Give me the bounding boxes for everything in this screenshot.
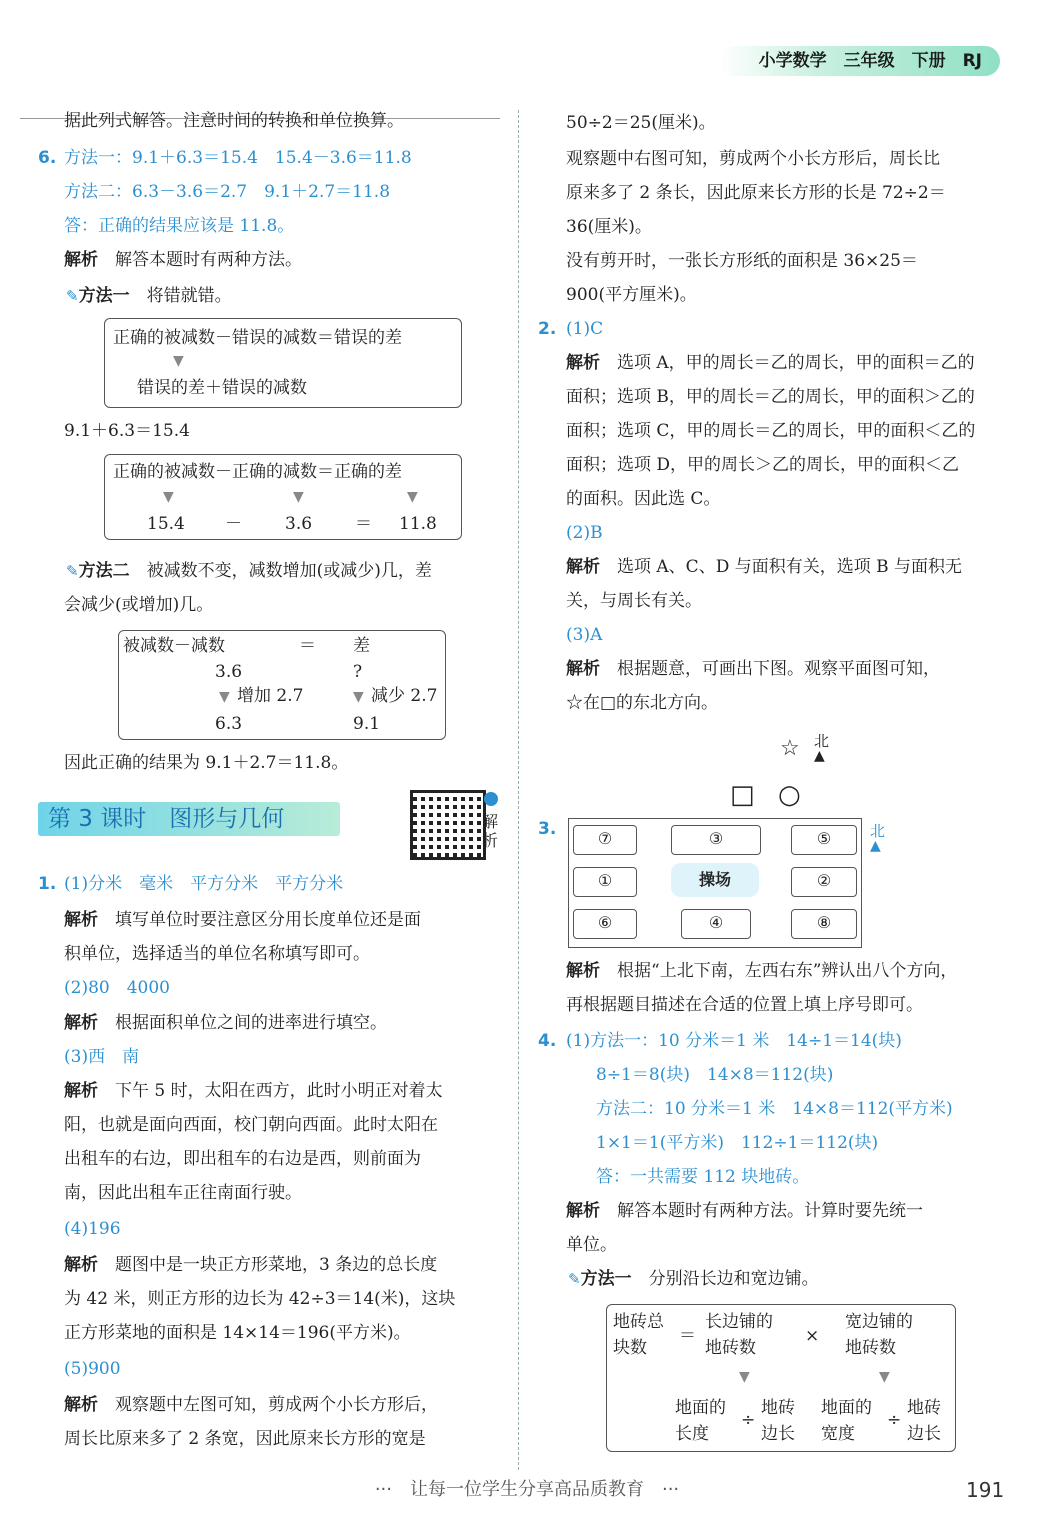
grid-cell: ③ — [671, 825, 761, 855]
formula-box-3-value-2: ? — [353, 662, 363, 682]
q2-part-3-analysis-b: ☆在□的东北方向。 — [566, 693, 719, 713]
formula-box-2-op-2: ＝ — [355, 514, 372, 534]
formula-box-4-x: × — [805, 1326, 820, 1346]
q1-part-2-analysis — [64, 1012, 387, 1034]
q6-method-2: 方法二：6.3－3.6＝2.7 9.1＋2.7＝11.8 — [64, 182, 391, 202]
down-arrow-icon: ▼ — [879, 1369, 890, 1385]
question-4-number: 4. — [538, 1031, 557, 1051]
right-line-4: 没有剪开时，一张长方形纸的面积是 36×25＝ — [566, 251, 918, 271]
q3-analysis-b: 再根据题目描述在合适的位置上填上序号即可。 — [566, 995, 923, 1015]
q1-part-2: (2)80 4000 — [64, 978, 170, 998]
q2-part-1: (1)C — [566, 319, 604, 339]
grid-cell: ① — [573, 867, 637, 897]
q4-answer-3: 方法二：10 分米＝1 米 14×8＝112(平方米) — [596, 1099, 953, 1119]
analysis-text: 根据题意，可画出下图。观察平面图可知， — [617, 659, 940, 679]
q4-approach-1 — [568, 1268, 819, 1290]
formula-box-4-g1: 地面的 — [821, 1398, 872, 1418]
question-3-number: 3. — [538, 819, 557, 839]
formula-box-4-t2: 块数 — [613, 1338, 647, 1358]
left-line-0: 据此列式解答。注意时间的转换和单位换算。 — [64, 111, 404, 131]
q6-conclusion: 因此正确的结果为 9.1＋2.7＝11.8。 — [64, 753, 349, 773]
q2-part-3-analysis — [566, 658, 940, 680]
formula-box-3-value-1: 3.6 — [215, 662, 243, 682]
formula-box-1 — [104, 318, 462, 408]
q1-part-4-analysis — [64, 1254, 437, 1276]
analysis-label: 解析 — [64, 1013, 98, 1033]
q2-part-1-analysis-d: 面积；选项 D，甲的周长＞乙的周长，甲的面积＜乙 — [566, 455, 960, 475]
formula-box-4-h2: 边长 — [907, 1424, 941, 1444]
q4-answer-4: 1×1＝1(平方米) 112÷1＝112(块) — [596, 1133, 879, 1153]
circle-icon: ○ — [778, 780, 801, 810]
q1-part-3-analysis — [64, 1080, 443, 1102]
q6-approach-2-cont: 会减少(或增加)几。 — [64, 595, 214, 615]
q6-approach-2 — [66, 560, 432, 582]
q6-method-1: 方法一：9.1＋6.3＝15.4 15.4－3.6＝11.8 — [64, 148, 412, 168]
analysis-text: 填写单位时要注意区分用长度单位还是面 — [115, 910, 421, 930]
formula-box-2-value-a: 15.4 — [147, 514, 185, 534]
analysis-text: 观察题中左图可知，剪成两个小长方形后， — [115, 1395, 438, 1415]
grid-cell: ⑥ — [573, 909, 637, 939]
approach-text: 被减数不变，减数增加(或减少)几，差 — [146, 561, 432, 581]
q1-part-5: (5)900 — [64, 1359, 121, 1379]
analysis-text: 解答本题时有两种方法。计算时要先统一 — [617, 1201, 923, 1221]
q1-part-1-analysis — [64, 909, 421, 931]
analysis-label: 解析 — [566, 353, 600, 373]
q1-part-4-analysis-b: 为 42 米，则正方形的边长为 42÷3＝14(米)，这块 — [64, 1289, 456, 1309]
play-icon — [484, 792, 498, 806]
q1-part-1-analysis-cont: 积单位，选择适当的单位名称填写即可。 — [64, 944, 370, 964]
grid-cell-playground: 操场 — [671, 863, 759, 897]
q1-part-3: (3)西 南 — [64, 1047, 140, 1067]
q6-analysis — [64, 249, 302, 271]
q1-part-5-analysis — [64, 1394, 438, 1416]
q6-answer: 答：正确的结果应该是 11.8。 — [64, 216, 295, 236]
formula-box-2-op-1: － — [225, 514, 242, 534]
formula-box-3-arrow-2-label: 减少 2.7 — [371, 686, 438, 706]
analysis-label: 解析 — [566, 557, 600, 577]
q4-analysis — [566, 1200, 923, 1222]
formula-box-4-e2: 长度 — [675, 1424, 709, 1444]
q2-part-2-analysis — [566, 556, 962, 578]
analysis-text: 选项 A，甲的周长＝乙的周长，甲的面积＝乙的 — [617, 353, 975, 373]
analysis-text: 题图中是一块正方形菜地，3 条边的总长度 — [115, 1255, 438, 1275]
down-arrow-icon: ▼ — [407, 489, 418, 505]
footer-slogan: ··· 让每一位学生分享高品质教育 ··· — [374, 1479, 680, 1500]
formula-box-1-bottom: 错误的差＋错误的减数 — [137, 378, 307, 398]
formula-box-4-eq: ＝ — [679, 1326, 696, 1346]
q2-part-2-analysis-b: 关，与周长有关。 — [566, 591, 702, 611]
down-arrow-icon: ▼ — [353, 689, 364, 705]
formula-box-4-div2: ÷ — [887, 1410, 902, 1430]
analysis-label: 解析 — [64, 1255, 98, 1275]
formula-box-4-c1: 长边铺的 — [705, 1312, 773, 1332]
formula-box-3-arrow-1-label: 增加 2.7 — [237, 686, 304, 706]
approach-label: 方法二 — [78, 561, 130, 581]
grid-cell: ⑧ — [791, 909, 857, 939]
right-line-2: 原来多了 2 条长，因此原来长方形的长是 72÷2＝ — [566, 183, 946, 203]
formula-box-3-head-2: ＝ — [299, 636, 316, 656]
north-arrow-icon: ▲ — [814, 748, 825, 764]
analysis-label: 解析 — [566, 1201, 600, 1221]
analysis-label: 解析 — [64, 250, 98, 270]
star-icon: ☆ — [780, 736, 800, 761]
formula-box-4 — [606, 1304, 956, 1452]
book-header-tag: 小学数学 三年级 下册 RJ — [719, 46, 1000, 76]
right-line-3: 36(厘米)。 — [566, 217, 652, 237]
formula-box-4-e1: 地面的 — [675, 1398, 726, 1418]
formula-box-4-d2: 地砖数 — [845, 1338, 896, 1358]
formula-box-4-h1: 地砖 — [907, 1398, 941, 1418]
formula-box-4-f1: 地砖 — [761, 1398, 795, 1418]
q4-analysis-b: 单位。 — [566, 1235, 617, 1255]
formula-box-3 — [118, 630, 446, 740]
formula-box-2-value-c: 11.8 — [399, 514, 437, 534]
approach-text: 将错就错。 — [146, 286, 232, 306]
down-arrow-icon: ▼ — [219, 689, 230, 705]
analysis-label: 解析 — [566, 961, 600, 981]
north-arrow-icon: ▲ — [870, 838, 881, 854]
square-icon: □ — [730, 780, 755, 810]
down-arrow-icon: ▼ — [739, 1369, 750, 1385]
down-arrow-icon: ▼ — [293, 489, 304, 505]
q1-part-4: (4)196 — [64, 1219, 121, 1239]
analysis-label: 解析 — [64, 910, 98, 930]
playground-grid — [568, 818, 862, 948]
formula-box-4-div1: ÷ — [741, 1410, 756, 1430]
analysis-label: 解析 — [566, 659, 600, 679]
tip-bulb-icon: ✎ — [568, 1270, 581, 1288]
right-line-0: 50÷2＝25(厘米)。 — [566, 113, 716, 133]
approach-label: 方法一 — [580, 1269, 632, 1289]
q2-part-1-analysis — [566, 352, 975, 374]
q3-analysis — [566, 960, 957, 982]
q1-part-4-analysis-c: 正方形菜地的面积是 14×14＝196(平方米)。 — [64, 1323, 411, 1343]
formula-box-2-top: 正确的被减数－正确的减数＝正确的差 — [113, 462, 402, 482]
right-line-5: 900(平方厘米)。 — [566, 285, 697, 305]
q2-part-1-analysis-e: 的面积。因此选 C。 — [566, 489, 721, 509]
formula-box-2-value-b: 3.6 — [285, 514, 313, 534]
formula-box-3-result-2: 9.1 — [353, 714, 381, 734]
question-6-number: 6. — [38, 148, 57, 168]
formula-box-4-c2: 地砖数 — [705, 1338, 756, 1358]
formula-box-4-f2: 边长 — [761, 1424, 795, 1444]
q2-part-1-analysis-b: 面积；选项 B，甲的周长＝乙的周长，甲的面积＞乙的 — [566, 387, 975, 407]
q6-approach-1 — [66, 285, 232, 307]
q4-answer-2: 8÷1＝8(块) 14×8＝112(块) — [596, 1065, 834, 1085]
formula-box-3-result-1: 6.3 — [215, 714, 243, 734]
column-divider — [518, 110, 519, 1470]
question-2-number: 2. — [538, 319, 557, 339]
q1-part-3-analysis-b: 阳，也就是面向西面，校门朝向西面。此时太阳在 — [64, 1115, 438, 1135]
q1-part-3-analysis-d: 南，因此出租车正往南面行驶。 — [64, 1183, 302, 1203]
formula-box-4-d1: 宽边铺的 — [845, 1312, 913, 1332]
page-number: 191 — [966, 1478, 1005, 1502]
analysis-label: 解析 — [64, 1081, 98, 1101]
grid-cell: ② — [791, 867, 857, 897]
approach-text: 分别沿长边和宽边铺。 — [648, 1269, 819, 1289]
down-arrow-icon: ▼ — [163, 489, 174, 505]
qr-label: 解析 — [482, 812, 499, 850]
grid-cell: ④ — [681, 909, 751, 939]
formula-box-3-head-1: 被减数－减数 — [123, 636, 225, 656]
lesson-title: 第 3 课时 图形与几何 — [38, 802, 340, 836]
formula-box-3-head-3: 差 — [353, 636, 370, 656]
north-label: 北 — [814, 732, 830, 750]
formula-box-1-top: 正确的被减数－错误的减数＝错误的差 — [113, 328, 402, 348]
tip-bulb-icon: ✎ — [66, 287, 79, 305]
tip-bulb-icon: ✎ — [66, 562, 79, 580]
grid-cell: ⑦ — [573, 825, 637, 855]
formula-box-4-g2: 宽度 — [821, 1424, 855, 1444]
down-arrow-icon: ▼ — [173, 353, 184, 369]
q2-part-1-analysis-c: 面积；选项 C，甲的周长＝乙的周长，甲的面积＜乙的 — [566, 421, 976, 441]
q1-part-1: (1)分米 毫米 平方分米 平方分米 — [64, 874, 344, 894]
q2-part-3: (3)A — [566, 625, 603, 645]
analysis-text: 下午 5 时，太阳在西方，此时小明正对着太 — [115, 1081, 443, 1101]
qr-code-icon[interactable] — [410, 790, 486, 860]
q6-calc-1: 9.1＋6.3＝15.4 — [64, 421, 190, 441]
analysis-text: 解答本题时有两种方法。 — [115, 250, 302, 270]
north-label: 北 — [870, 822, 886, 840]
formula-box-2 — [104, 454, 462, 540]
analysis-text: 根据面积单位之间的进率进行填空。 — [115, 1013, 387, 1033]
analysis-text: 选项 A、C、D 与面积有关，选项 B 与面积无 — [617, 557, 963, 577]
right-line-1: 观察题中右图可知，剪成两个小长方形后，周长比 — [566, 149, 940, 169]
formula-box-4-t1: 地砖总 — [613, 1312, 664, 1332]
analysis-label: 解析 — [64, 1395, 98, 1415]
q4-answer-1: (1)方法一：10 分米＝1 米 14÷1＝14(块) — [566, 1031, 902, 1051]
grid-cell: ⑤ — [791, 825, 857, 855]
q2-part-2: (2)B — [566, 523, 603, 543]
q1-part-3-analysis-c: 出租车的右边，即出租车的右边是西，则前面为 — [64, 1149, 421, 1169]
approach-label: 方法一 — [78, 286, 130, 306]
q4-answer-5: 答：一共需要 112 块地砖。 — [596, 1167, 810, 1187]
q1-part-5-analysis-b: 周长比原来多了 2 条宽，因此原来长方形的宽是 — [64, 1429, 426, 1449]
question-1-number: 1. — [38, 874, 57, 894]
analysis-text: 根据“上北下南，左西右东”辨认出八个方向， — [617, 961, 958, 981]
